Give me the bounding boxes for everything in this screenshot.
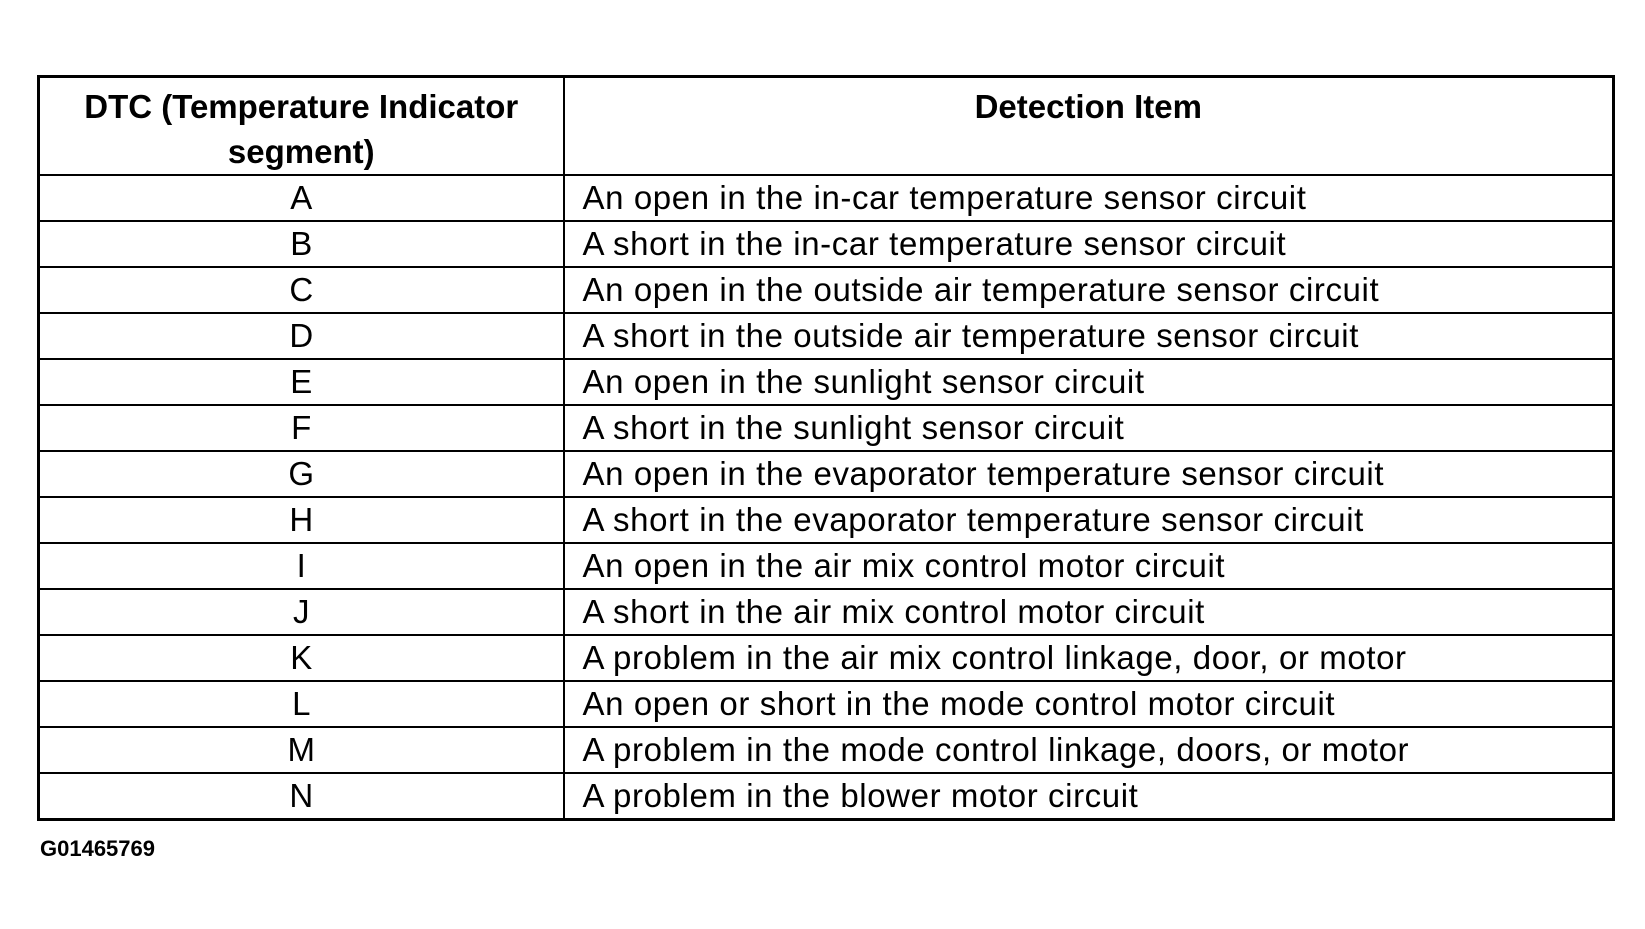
table-row — [39, 773, 1614, 819]
detection-item: An open in the in-car temperature sensor circuit — [564, 175, 1614, 221]
figure-id: G01465769 — [40, 836, 155, 861]
dtc-code: E — [39, 359, 564, 405]
table-row — [39, 681, 1614, 727]
table-body — [39, 175, 1614, 819]
header-row — [39, 77, 1614, 176]
detection-item: A problem in the air mix control linkage, door, or motor — [564, 635, 1614, 681]
table-row — [39, 359, 1614, 405]
header-detection-item: Detection Item — [564, 77, 1614, 176]
table-row — [39, 221, 1614, 267]
detection-item: A short in the in-car temperature sensor circuit — [564, 221, 1614, 267]
detection-item: A short in the outside air temperature sensor circuit — [564, 313, 1614, 359]
table-row — [39, 451, 1614, 497]
detection-item: An open or short in the mode control motor circuit — [564, 681, 1614, 727]
dtc-code: M — [39, 727, 564, 773]
detection-item: A short in the evaporator temperature sensor circuit — [564, 497, 1614, 543]
dtc-code: D — [39, 313, 564, 359]
detection-item: An open in the air mix control motor circuit — [564, 543, 1614, 589]
table-row — [39, 589, 1614, 635]
dtc-code: H — [39, 497, 564, 543]
dtc-code: B — [39, 221, 564, 267]
dtc-code: L — [39, 681, 564, 727]
dtc-code: F — [39, 405, 564, 451]
table-row — [39, 313, 1614, 359]
dtc-code: J — [39, 589, 564, 635]
dtc-code: A — [39, 175, 564, 221]
table-row — [39, 405, 1614, 451]
table-row — [39, 175, 1614, 221]
table-row — [39, 635, 1614, 681]
dtc-code: G — [39, 451, 564, 497]
dtc-code: C — [39, 267, 564, 313]
dtc-code: I — [39, 543, 564, 589]
detection-item: A problem in the blower motor circuit — [564, 773, 1614, 819]
table-row — [39, 727, 1614, 773]
detection-item: A problem in the mode control linkage, doors, or motor — [564, 727, 1614, 773]
table-row — [39, 543, 1614, 589]
table-row — [39, 267, 1614, 313]
detection-item: An open in the evaporator temperature sensor circuit — [564, 451, 1614, 497]
detection-item: An open in the outside air temperature sensor circuit — [564, 267, 1614, 313]
detection-item: A short in the air mix control motor circuit — [564, 589, 1614, 635]
header-dtc: DTC (Temperature Indicator segment) — [39, 77, 564, 176]
detection-item: A short in the sunlight sensor circuit — [564, 405, 1614, 451]
dtc-code: K — [39, 635, 564, 681]
table-row — [39, 497, 1614, 543]
detection-item: An open in the sunlight sensor circuit — [564, 359, 1614, 405]
dtc-code: N — [39, 773, 564, 819]
dtc-table — [37, 75, 1615, 821]
